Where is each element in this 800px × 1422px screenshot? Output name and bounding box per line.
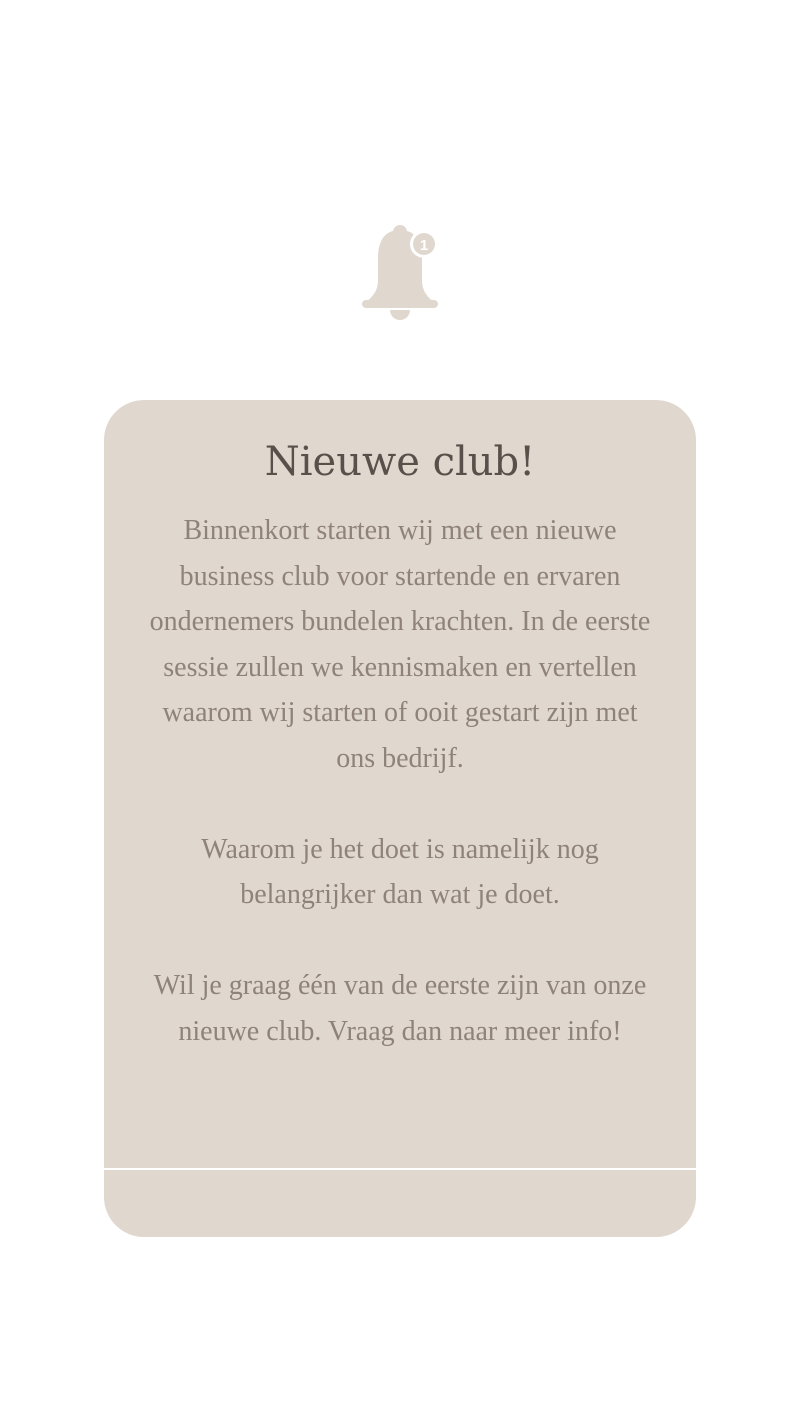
card-paragraph: Binnenkort starten wij met een nieuwe business club voor startende en ervaren ondernemers bundelen krachten. In de eerste sessie zullen we kennismaken en vertellen waarom wij starten of ooit gestart zijn met ons bedrijf. [149, 515, 651, 774]
card-divider [104, 1168, 696, 1170]
card-body [140, 508, 660, 1054]
notification-bell[interactable] [354, 220, 446, 326]
card-paragraph: Waarom je het doet is namelijk nog belangrijker dan wat je doet. [201, 833, 599, 910]
card-title: Nieuwe club! [264, 439, 536, 485]
card-paragraph: Wil je graag één van de eerste zijn van onze nieuwe club. Vraag dan naar meer info! [153, 970, 647, 1047]
notification-badge-count: 1 [419, 237, 429, 254]
bell-icon [354, 220, 446, 326]
